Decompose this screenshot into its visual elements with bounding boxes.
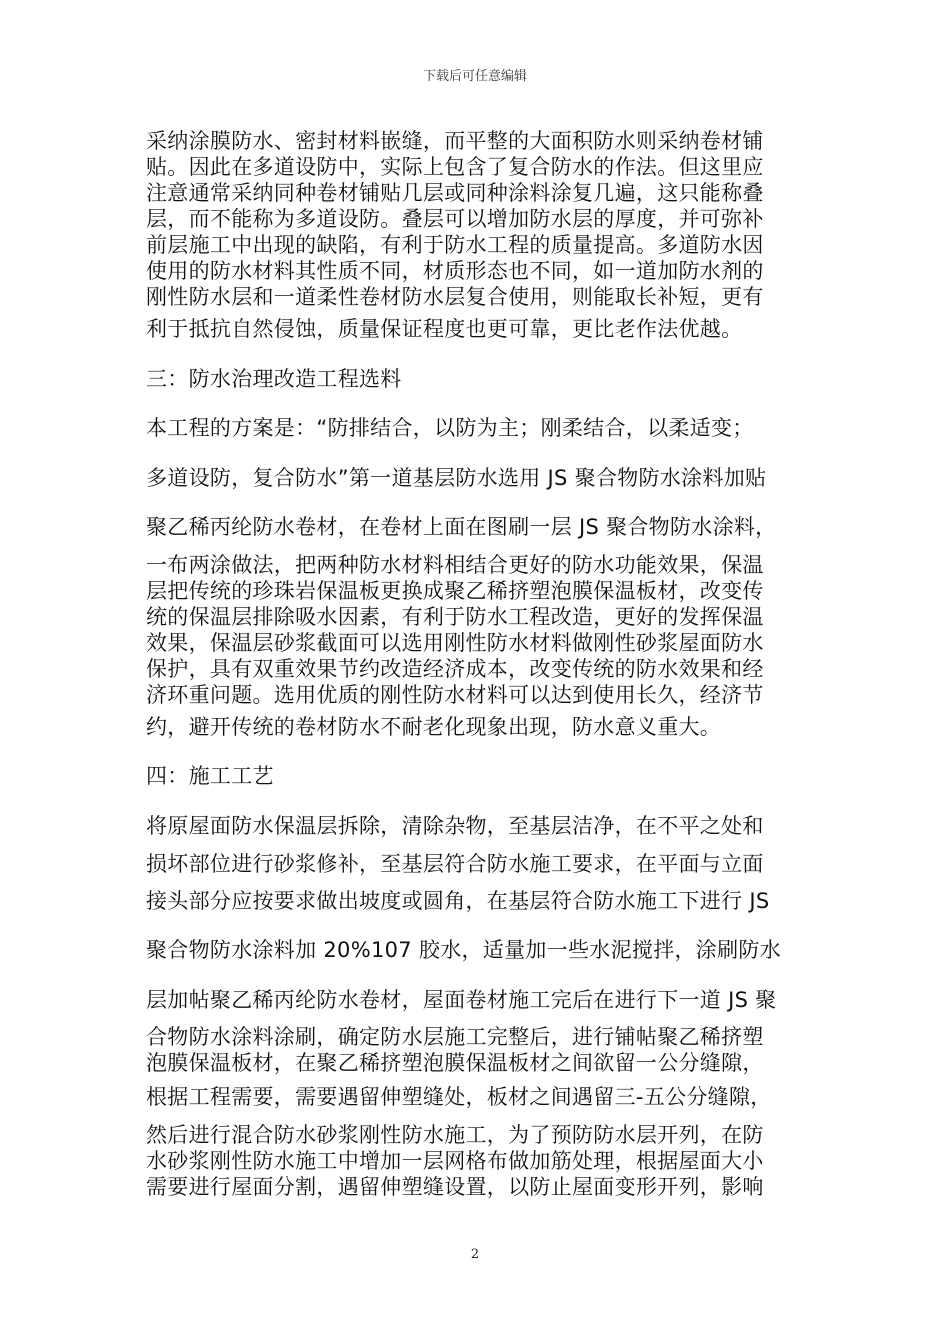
text-line: 约，避开传统的卷材防水不耐老化现象出现，防水意义重大。 — [146, 715, 722, 739]
text-line: 利于抵抗自然侵蚀，质量保证程度也更可靠，更比老作法优越。 — [146, 317, 743, 341]
text-line: 泡膜保温板材，在聚乙稀挤塑泡膜保温板材之间欲留一公分缝隙， — [146, 1051, 764, 1075]
text-line: 然后进行混合防水砂浆刚性防水施工，为了预防防水层开列，在防 — [146, 1123, 764, 1147]
text-line: 刚性防水层和一道柔性卷材防水层复合使用，则能取长补短，更有 — [146, 285, 764, 309]
text-line: 聚乙稀丙纶防水卷材，在卷材上面在图刷一层 JS 聚合物防水涂料， — [146, 515, 777, 539]
text-line: 一布两涂做法，把两种防水材料相结合更好的防水功能效果，保温 — [146, 553, 764, 577]
text-line: 水砂浆刚性防水施工中增加一层网格布做加筋处理，根据屋面大小 — [146, 1149, 764, 1173]
text-line: 根据工程需要，需要遇留伸塑缝处，板材之间遇留三-五公分缝隙， — [146, 1085, 772, 1109]
text-line: 多道设防，复合防水”第一道基层防水选用 JS 聚合物防水涂料加贴 — [146, 466, 767, 490]
text-line: 合物防水涂料涂刷，确定防水层施工完整后，进行铺帖聚乙稀挤塑 — [146, 1025, 764, 1049]
section-heading: 三：防水治理改造工程选料 — [146, 367, 402, 391]
text-line: 需要进行屋面分割，遇留伸塑缝设置，以防止屋面变形开列，影响 — [146, 1175, 764, 1199]
text-line: 将原屋面防水保温层拆除，清除杂物，至基层洁净，在不平之处和 — [146, 814, 764, 838]
text-line: 采纳涂膜防水、密封材料嵌缝，而平整的大面积防水则采纳卷材铺 — [146, 129, 764, 153]
text-line: 使用的防水材料其性质不同，材质形态也不同，如一道加防水剂的 — [146, 259, 764, 283]
text-line: 效果，保温层砂浆截面可以选用刚性防水材料做刚性砂浆屋面防水 — [146, 631, 764, 655]
text-line: 层把传统的珍珠岩保温板更换成聚乙稀挤塑泡膜保温板材，改变传 — [146, 579, 764, 603]
text-line: 注意通常采纳同种卷材铺贴几层或同种涂料涂复几遍，这只能称叠 — [146, 181, 764, 205]
text-line: 聚合物防水涂料加 20%107 胶水，适量加一些水泥搅拌，涂刷防水 — [146, 938, 782, 962]
text-line: 贴。因此在多道设防中，实际上包含了复合防水的作法。但这里应 — [146, 155, 764, 179]
text-line: 本工程的方案是：“防排结合，以防为主；刚柔结合，以柔适变； — [146, 416, 754, 440]
page-number: 2 — [470, 1247, 480, 1262]
section-heading: 四：施工工艺 — [146, 764, 274, 788]
page-header-note: 下载后可任意编辑 — [422, 69, 527, 84]
text-line: 层，而不能称为多道设防。叠层可以增加防水层的厚度，并可弥补 — [146, 207, 764, 231]
text-line: 统的保温层排除吸水因素，有利于防水工程改造，更好的发挥保温 — [146, 605, 764, 629]
text-line: 损坏部位进行砂浆修补，至基层符合防水施工要求，在平面与立面 — [146, 852, 764, 876]
text-line: 保护，具有双重效果节约改造经济成本，改变传统的防水效果和经 — [146, 657, 764, 681]
text-line: 层加帖聚乙稀丙纶防水卷材，屋面卷材施工完后在进行下一道 JS 聚 — [146, 988, 777, 1012]
text-line: 济环重问题。选用优质的刚性防水材料可以达到使用长久，经济节 — [146, 683, 764, 707]
text-line: 前层施工中出现的缺陷，有利于防水工程的质量提高。多道防水因 — [146, 233, 764, 257]
text-line: 接头部分应按要求做出坡度或圆角，在基层符合防水施工下进行 JS — [146, 889, 770, 913]
